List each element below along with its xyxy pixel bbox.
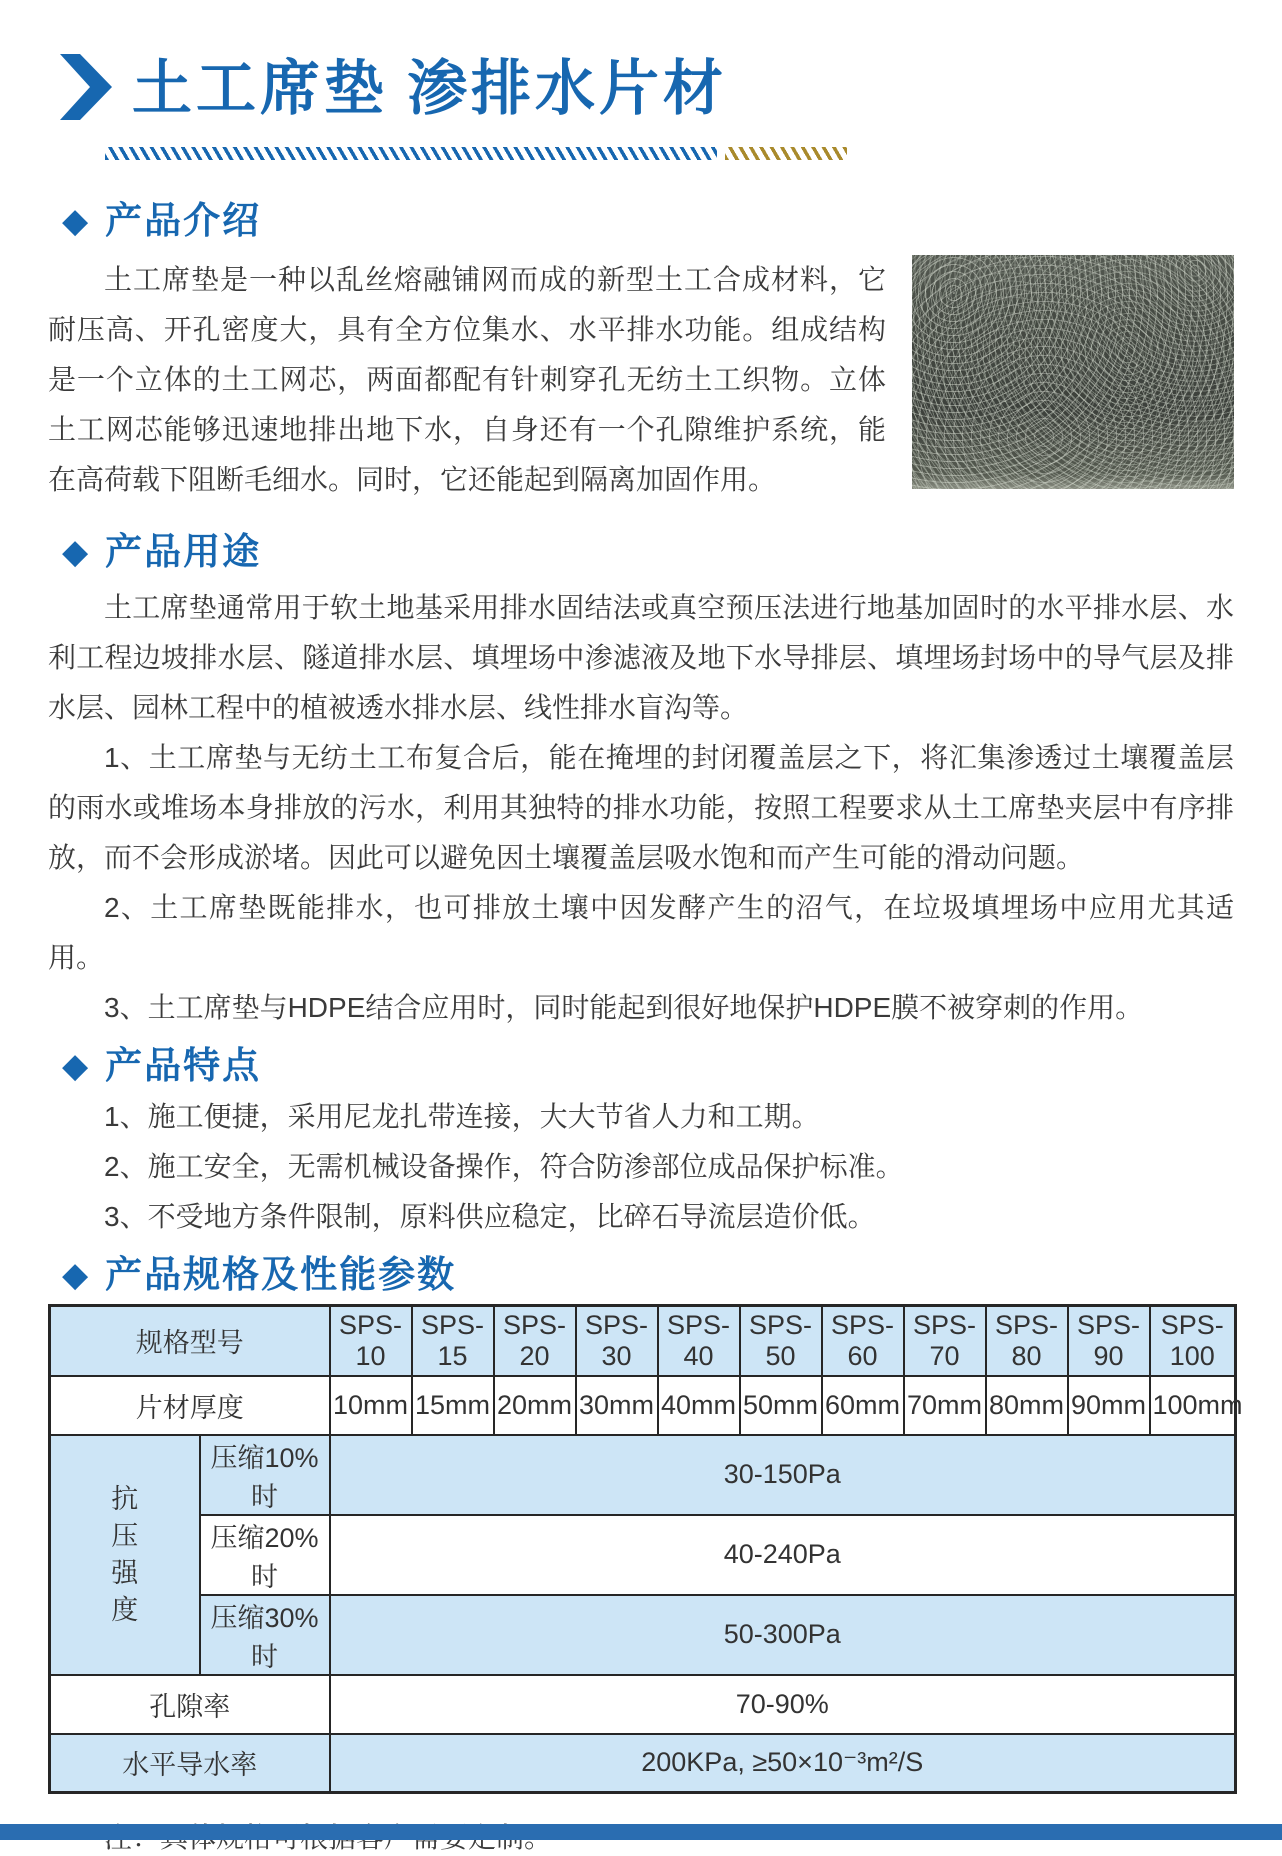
section-heading-intro [62, 200, 1234, 243]
footer-accent-bar [0, 1824, 1282, 1840]
model-cell: SPS-10 [330, 1306, 412, 1376]
diamond-icon: ◆ [62, 1047, 89, 1086]
thickness-cell: 60mm [822, 1376, 904, 1435]
usage-section [48, 583, 1234, 1033]
diamond-icon: ◆ [62, 532, 89, 571]
thickness-cell: 20mm [494, 1376, 576, 1435]
thickness-cell: 15mm [412, 1376, 494, 1435]
model-cell: SPS-30 [576, 1306, 658, 1376]
compress-value: 40-240Pa [330, 1515, 1236, 1595]
compress-sub-label: 压缩10%时 [200, 1435, 330, 1515]
model-cell: SPS-50 [740, 1306, 822, 1376]
compress-value: 30-150Pa [330, 1435, 1236, 1515]
gold-stripes [725, 147, 847, 160]
table-row-conductivity [50, 1734, 1236, 1793]
thickness-cell: 10mm [330, 1376, 412, 1435]
table-row-compress-10 [50, 1435, 1236, 1515]
model-cell: SPS-20 [494, 1306, 576, 1376]
model-cell: SPS-60 [822, 1306, 904, 1376]
intro-paragraph: 土工席垫是一种以乱丝熔融铺网而成的新型土工合成材料，它耐压高、开孔密度大，具有全方位集水、水平排水功能。组成结构是一个立体的土工网芯，两面都配有针刺穿孔无纺土工织物。立体土工网芯能够迅速地排出地下水，自身还有一个孔隙维护系统，能在高荷载下阻断毛细水。同时，它还能起到隔离加固作用。 [48, 263, 886, 495]
diamond-icon: ◆ [62, 202, 89, 241]
table-row-models [50, 1306, 1236, 1376]
model-cell: SPS-70 [904, 1306, 986, 1376]
model-row-label: 规格型号 [50, 1306, 330, 1376]
spec-table [48, 1304, 1243, 1794]
page-header [60, 54, 1234, 125]
section-title: 产品介绍 [105, 200, 262, 241]
page [0, 54, 1282, 1856]
feature-item: 3、不受地方条件限制，原料供应稳定，比碎石导流层造价低。 [104, 1200, 876, 1232]
decorative-stripe-banner [105, 147, 1234, 160]
section-heading-usage [62, 531, 1234, 574]
table-row-thickness [50, 1376, 1236, 1435]
blue-stripes [105, 147, 717, 160]
feature-item: 2、施工安全，无需机械设备操作，符合防渗部位成品保护标准。 [104, 1150, 904, 1182]
compress-strength-label: 抗压强度 [50, 1435, 200, 1675]
feature-item: 1、施工便捷，采用尼龙扎带连接，大大节省人力和工期。 [104, 1100, 820, 1132]
compress-sub-label: 压缩20%时 [200, 1515, 330, 1595]
model-cell: SPS-40 [658, 1306, 740, 1376]
section-title: 产品特点 [105, 1045, 262, 1087]
features-section [48, 1092, 1234, 1242]
diamond-icon: ◆ [62, 1255, 89, 1294]
thickness-cell: 70mm [904, 1376, 986, 1435]
thickness-cell: 80mm [986, 1376, 1068, 1435]
page-title: 土工席垫 渗排水片材 [132, 56, 727, 122]
section-heading-features [62, 1045, 1234, 1088]
model-cell: SPS-15 [412, 1306, 494, 1376]
model-cell: SPS-100 [1150, 1306, 1236, 1376]
usage-paragraph: 土工席垫通常用于软土地基采用排水固结法或真空预压法进行地基加固时的水平排水层、水利工程边坡排水层、隧道排水层、填埋场中渗滤液及地下水导排层、填埋场封场中的导气层及排水层、园林工程中的植被透水排水层、线性排水盲沟等。 [48, 592, 1234, 724]
thickness-row-label: 片材厚度 [50, 1376, 330, 1435]
table-row-compress-30 [50, 1595, 1236, 1675]
usage-paragraph: 3、土工席垫与HDPE结合应用时，同时能起到很好地保护HDPE膜不被穿刺的作用。 [104, 992, 1144, 1024]
compress-value: 50-300Pa [330, 1595, 1236, 1675]
porosity-label: 孔隙率 [50, 1675, 330, 1734]
usage-paragraph: 1、土工席垫与无纺土工布复合后，能在掩埋的封闭覆盖层之下，将汇集渗透过土壤覆盖层的雨水或堆场本身排放的污水，利用其独特的排水功能，按照工程要求从土工席垫夹层中有序排放，而不会形成淤堵。因此可以避免因土壤覆盖层吸水饱和而产生可能的滑动问题。 [48, 742, 1234, 874]
porosity-value: 70-90% [330, 1675, 1236, 1734]
conductivity-value: 200KPa, ≥50×10⁻³m²/S [330, 1734, 1236, 1793]
thickness-cell: 90mm [1068, 1376, 1150, 1435]
compress-sub-label: 压缩30%时 [200, 1595, 330, 1675]
thickness-cell: 40mm [658, 1376, 740, 1435]
thickness-cell: 30mm [576, 1376, 658, 1435]
intro-section [48, 255, 1234, 505]
chevron-right-icon [60, 54, 112, 125]
thickness-cell: 50mm [740, 1376, 822, 1435]
product-photo [912, 255, 1234, 489]
model-cell: SPS-80 [986, 1306, 1068, 1376]
section-title: 产品用途 [105, 530, 262, 572]
table-row-compress-20 [50, 1515, 1236, 1595]
model-cell: SPS-90 [1068, 1306, 1150, 1376]
section-heading-specs [62, 1254, 1234, 1297]
table-row-porosity [50, 1675, 1236, 1734]
section-title: 产品规格及性能参数 [105, 1253, 457, 1295]
conductivity-label: 水平导水率 [50, 1734, 330, 1793]
usage-paragraph: 2、土工席垫既能排水，也可排放土壤中因发酵产生的沼气，在垃圾填埋场中应用尤其适用。 [48, 892, 1234, 974]
thickness-cell: 100mm [1150, 1376, 1236, 1435]
